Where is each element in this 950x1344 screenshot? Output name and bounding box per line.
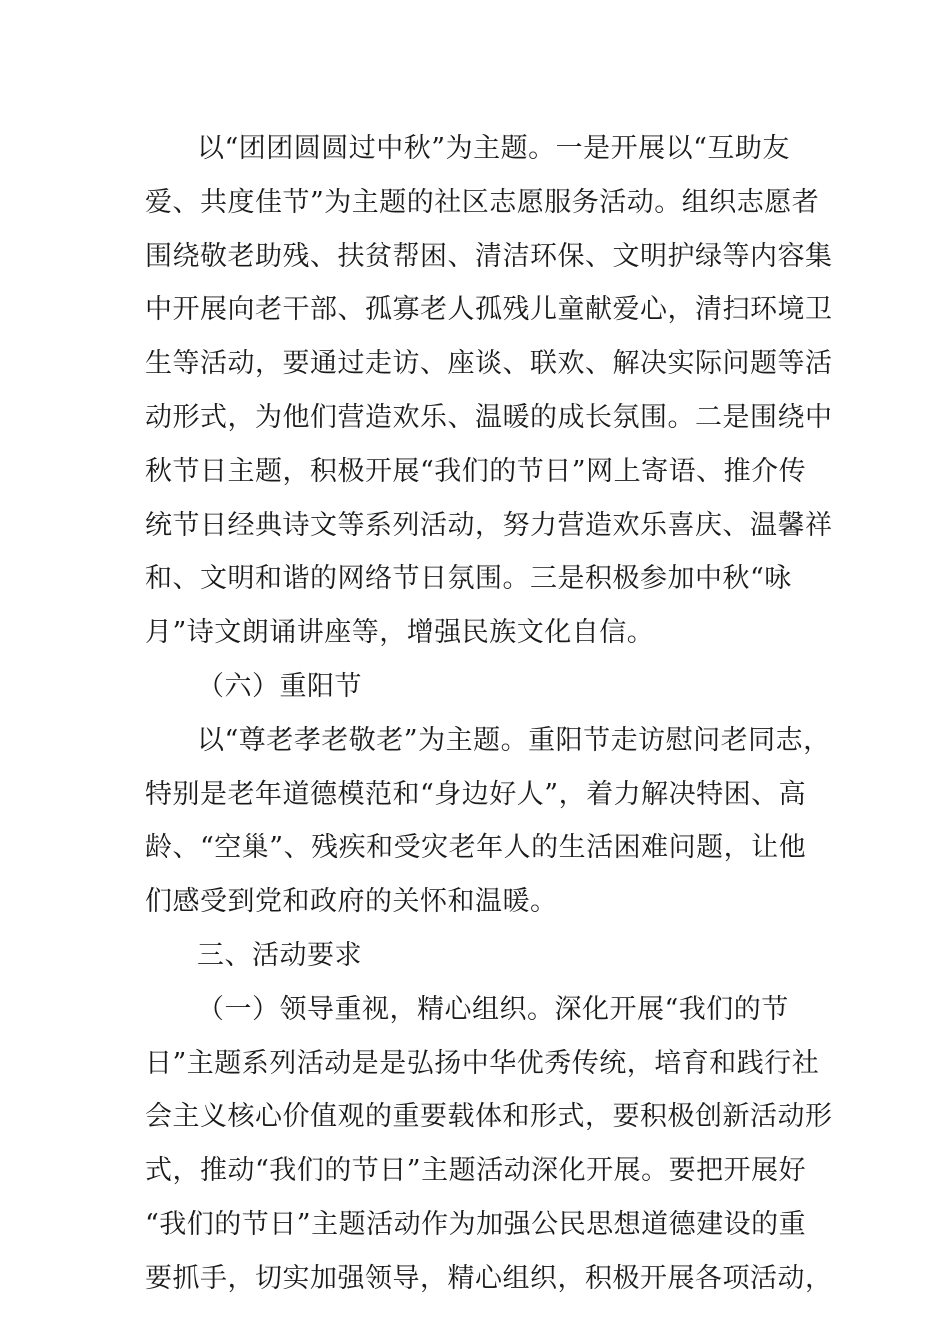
text-line: 日”主题系列活动是是弘扬中华优秀传统，培育和践行社: [145, 1047, 820, 1079]
text-line: 秋节日主题，积极开展“我们的节日”网上寄语、推介传: [145, 455, 807, 487]
document-body: [145, 122, 833, 1306]
text-line: 月”诗文朗诵讲座等，增强民族文化自信。: [145, 617, 655, 649]
text-line: 式，推动“我们的节日”主题活动深化开展。要把开展好: [145, 1155, 807, 1187]
text-line: 龄、“空巢”、残疾和受灾老年人的生活困难问题，让他: [145, 832, 807, 864]
text-line: “我们的节日”主题活动作为加强公民思想道德建设的重: [145, 1208, 807, 1240]
text-line: 动形式，为他们营造欢乐、温暖的成长氛围。二是围绕中: [145, 401, 833, 433]
text-line: 生等活动，要通过走访、座谈、联欢、解决实际问题等活: [145, 348, 833, 380]
section-heading: 三、活动要求: [197, 939, 362, 971]
text-line: 特别是老年道德模范和“身边好人”，着力解决特困、高: [145, 778, 807, 810]
text-line: 要抓手，切实加强领导，精心组织，积极开展各项活动，: [145, 1262, 833, 1294]
text-line: 中开展向老干部、孤寡老人孤残儿童献爱心，清扫环境卫: [145, 294, 833, 326]
section-heading: （六）重阳节: [197, 670, 362, 702]
text-line: 爱、共度佳节”为主题的社区志愿服务活动。组织志愿者: [145, 186, 820, 218]
text-line: 统节日经典诗文等系列活动，努力营造欢乐喜庆、温馨祥: [145, 509, 833, 541]
text-line: 以“团团圆圆过中秋”为主题。一是开展以“互助友: [197, 133, 790, 164]
text-line: （一）领导重视，精心组织。深化开展“我们的节: [197, 993, 789, 1025]
text-line: 以“尊老孝老敬老”为主题。重阳节走访慰问老同志，: [197, 724, 831, 756]
text-line: 围绕敬老助残、扶贫帮困、清洁环保、文明护绿等内容集: [145, 240, 833, 272]
text-line: 和、文明和谐的网络节日氛围。三是积极参加中秋“咏: [145, 563, 792, 595]
text-line: 会主义核心价值观的重要载体和形式，要积极创新活动形: [145, 1101, 833, 1133]
text-line: 们感受到党和政府的关怀和温暖。: [145, 886, 558, 918]
